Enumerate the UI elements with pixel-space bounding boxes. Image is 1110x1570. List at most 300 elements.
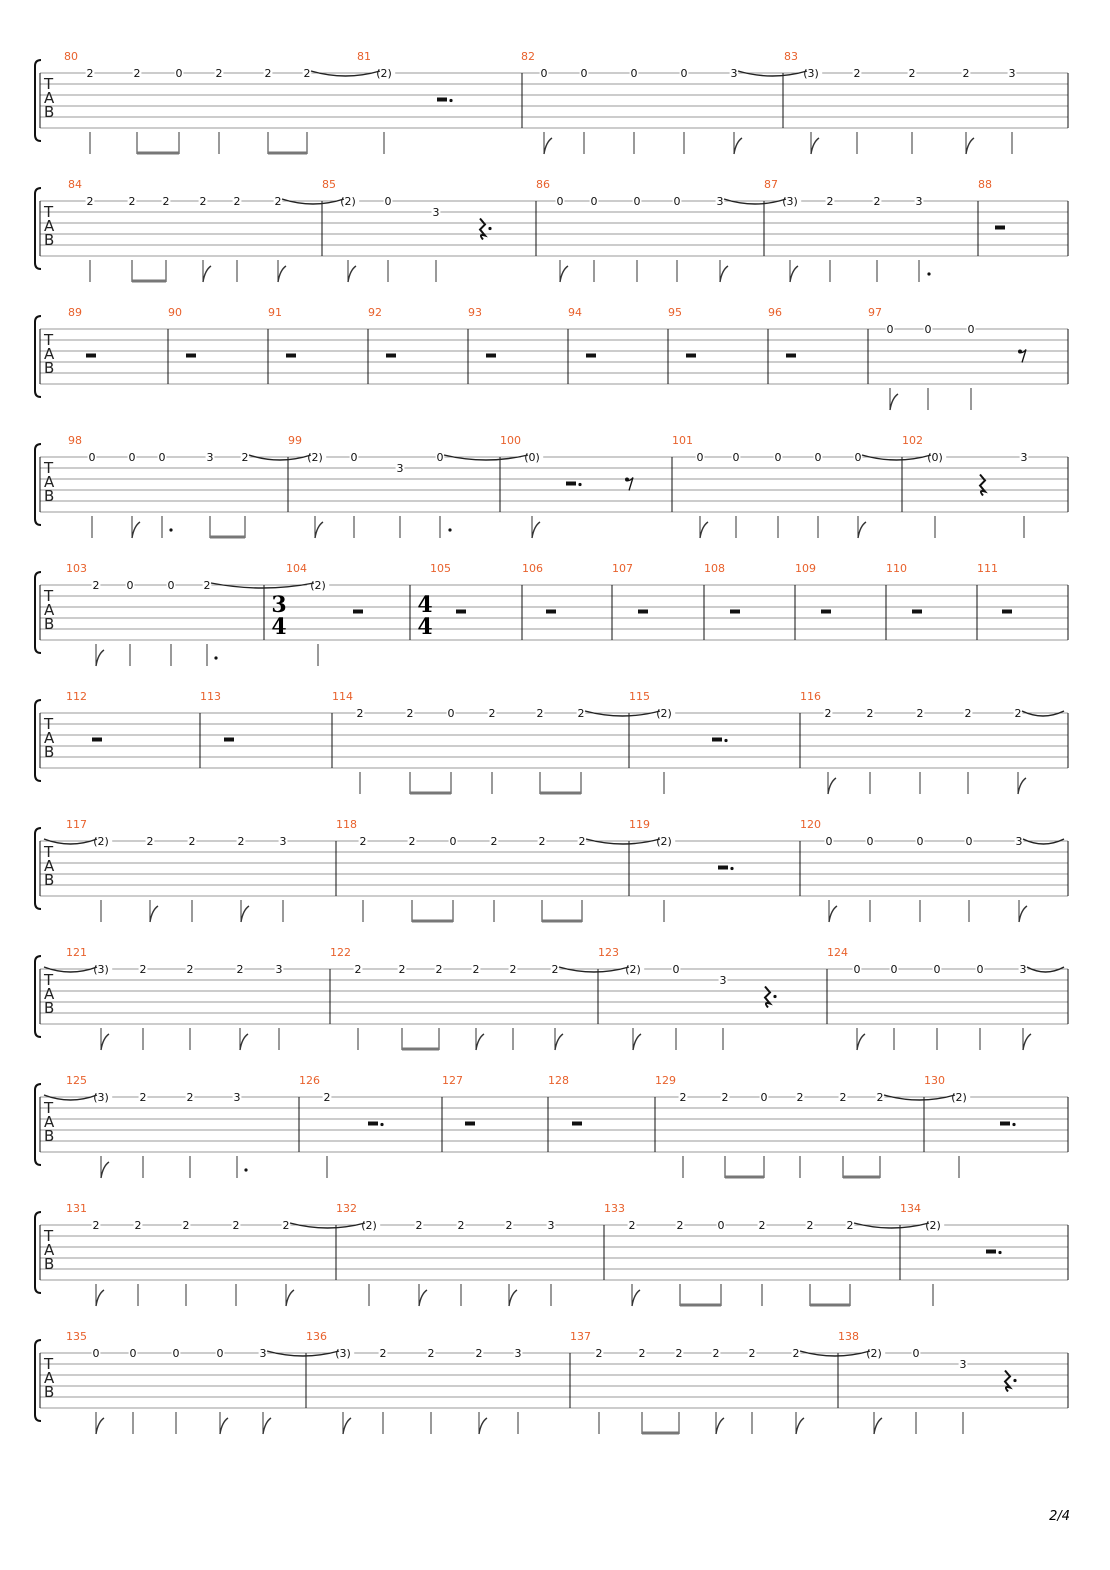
half-rest [368, 1122, 378, 1126]
half-rest [712, 738, 722, 742]
fret-number: 0 [672, 963, 680, 976]
fret-number: 0 [933, 963, 941, 976]
fret-number: 0 [696, 451, 704, 464]
note-flag [96, 1290, 104, 1306]
tab-clef-letter: A [44, 857, 55, 875]
half-rest [566, 482, 576, 486]
fret-number: 3 [1008, 67, 1016, 80]
fret-number: 2 [86, 67, 94, 80]
quarter-rest [1005, 1371, 1010, 1392]
half-rest [1000, 1122, 1010, 1126]
note-flag [263, 1418, 271, 1434]
tab-clef-letter: A [44, 1113, 55, 1131]
fret-number: 0 [128, 451, 136, 464]
half-rest [86, 354, 96, 358]
tab-clef-letter: A [44, 729, 55, 747]
measure-number: 124 [827, 946, 848, 959]
quarter-rest [980, 475, 985, 496]
fret-number: 2 [628, 1219, 636, 1232]
tab-clef-letter: A [44, 89, 55, 107]
tab-clef-letter: A [44, 473, 55, 491]
tab-clef-letter: B [44, 1255, 55, 1273]
fret-number: 3 [1019, 963, 1027, 976]
fret-number: (0) [524, 451, 540, 464]
fret-number: 2 [359, 835, 367, 848]
fret-number: (2) [93, 835, 109, 848]
note-flag [348, 266, 356, 282]
tab-clef-letter: A [44, 217, 55, 235]
half-rest [456, 610, 466, 614]
note-flag [203, 266, 211, 282]
tab-clef-letter: T [44, 1099, 54, 1117]
note-flag [315, 522, 323, 538]
rest-dot [773, 995, 776, 998]
measure-number: 116 [800, 690, 821, 703]
fret-number: 2 [146, 835, 154, 848]
fret-number: 3 [547, 1219, 555, 1232]
fret-number: 2 [873, 195, 881, 208]
measure-number: 107 [612, 562, 633, 575]
fret-number: 2 [354, 963, 362, 976]
measure-number: 128 [548, 1074, 569, 1087]
measure-number: 119 [629, 818, 650, 831]
measure-number: 130 [924, 1074, 945, 1087]
note-flag [700, 522, 708, 538]
fret-number: 0 [760, 1091, 768, 1104]
fret-number: 0 [825, 835, 833, 848]
fret-number: 0 [967, 323, 975, 336]
fret-number: 2 [839, 1091, 847, 1104]
fret-number: 2 [595, 1347, 603, 1360]
note-flag [509, 1290, 517, 1306]
half-rest [437, 98, 447, 102]
fret-number: 2 [203, 579, 211, 592]
measure-number: 95 [668, 306, 682, 319]
fret-number: 2 [578, 835, 586, 848]
half-rest [186, 354, 196, 358]
fret-number: 0 [717, 1219, 725, 1232]
measure-number: 108 [704, 562, 725, 575]
fret-number: 2 [488, 707, 496, 720]
fret-number: 2 [536, 707, 544, 720]
fret-number: 2 [282, 1219, 290, 1232]
rhythm-dot [214, 656, 217, 659]
fret-number: 3 [279, 835, 287, 848]
tab-clef-letter: A [44, 1369, 55, 1387]
fret-number: (2) [951, 1091, 967, 1104]
fret-number: 0 [175, 67, 183, 80]
fret-number: 0 [680, 67, 688, 80]
measure-number: 112 [66, 690, 87, 703]
fret-number: 2 [323, 1091, 331, 1104]
fret-number: (2) [656, 835, 672, 848]
fret-number: 3 [206, 451, 214, 464]
fret-number: 2 [792, 1347, 800, 1360]
rest-dot [380, 1123, 383, 1126]
half-rest [718, 866, 728, 870]
measure-number: 103 [66, 562, 87, 575]
fret-number: 0 [886, 323, 894, 336]
fret-number: 3 [959, 1358, 967, 1371]
fret-number: 3 [432, 206, 440, 219]
note-flag [828, 778, 836, 794]
fret-number: 0 [88, 451, 96, 464]
fret-number: (3) [93, 1091, 109, 1104]
fret-number: (3) [782, 195, 798, 208]
measure-number: 138 [838, 1330, 859, 1343]
rhythm-dot [448, 528, 451, 531]
half-rest [286, 354, 296, 358]
note-flag [544, 138, 552, 154]
tab-clef-letter: T [44, 1227, 54, 1245]
measure-number: 106 [522, 562, 543, 575]
fret-number: 2 [233, 195, 241, 208]
note-flag [476, 1034, 484, 1050]
measure-number: 129 [655, 1074, 676, 1087]
tab-clef-letter: B [44, 487, 55, 505]
fret-number: 2 [457, 1219, 465, 1232]
half-rest [546, 610, 556, 614]
note-flag [716, 1418, 724, 1434]
fret-number: 2 [188, 835, 196, 848]
note-flag [720, 266, 728, 282]
tab-clef-letter: B [44, 359, 55, 377]
tab-clef-letter: B [44, 743, 55, 761]
measure-number: 97 [868, 306, 882, 319]
tab-clef-letter: A [44, 345, 55, 363]
note-flag [96, 650, 104, 666]
fret-number: 2 [675, 1347, 683, 1360]
half-rest [386, 354, 396, 358]
fret-number: (2) [866, 1347, 882, 1360]
fret-number: 2 [916, 707, 924, 720]
fret-number: 2 [577, 707, 585, 720]
measure-number: 120 [800, 818, 821, 831]
fret-number: 0 [556, 195, 564, 208]
tab-clef-letter: T [44, 587, 54, 605]
rest-dot [578, 483, 581, 486]
measure-number: 136 [306, 1330, 327, 1343]
tab-clef-letter: T [44, 843, 54, 861]
fret-number: (2) [361, 1219, 377, 1232]
fret-number: 2 [551, 963, 559, 976]
time-signature-denominator: 4 [271, 614, 287, 640]
note-flag [479, 1418, 487, 1434]
rest-dot [449, 99, 452, 102]
tab-clef-letter: B [44, 871, 55, 889]
fret-number: 3 [716, 195, 724, 208]
fret-number: 3 [915, 195, 923, 208]
measure-number: 84 [68, 178, 82, 191]
rhythm-dot [244, 1168, 247, 1171]
fret-number: 2 [398, 963, 406, 976]
fret-number: 2 [748, 1347, 756, 1360]
fret-number: 2 [435, 963, 443, 976]
fret-number: 0 [890, 963, 898, 976]
fret-number: 3 [233, 1091, 241, 1104]
fret-number: 2 [490, 835, 498, 848]
fret-number: 2 [806, 1219, 814, 1232]
fret-number: 3 [730, 67, 738, 80]
fret-number: 3 [1015, 835, 1023, 848]
note-flag [874, 1418, 882, 1434]
fret-number: 2 [826, 195, 834, 208]
measure-number: 133 [604, 1202, 625, 1215]
fret-number: 2 [824, 707, 832, 720]
fret-number: 0 [633, 195, 641, 208]
fret-number: 0 [447, 707, 455, 720]
fret-number: 2 [1014, 707, 1022, 720]
measure-number: 82 [521, 50, 535, 63]
fret-number: 2 [676, 1219, 684, 1232]
time-signature-numerator: 3 [271, 592, 287, 618]
note-flag [132, 522, 140, 538]
fret-number: (2) [307, 451, 323, 464]
page-number: 2/4 [1049, 1509, 1070, 1524]
fret-number: 2 [846, 1219, 854, 1232]
fret-number: 3 [719, 974, 727, 987]
measure-number: 109 [795, 562, 816, 575]
fret-number: 2 [356, 707, 364, 720]
fret-number: 2 [186, 963, 194, 976]
half-rest [686, 354, 696, 358]
fret-number: 2 [712, 1347, 720, 1360]
fret-number: 2 [962, 67, 970, 80]
fret-number: 0 [167, 579, 175, 592]
fret-number: 0 [384, 195, 392, 208]
fret-number: 0 [540, 67, 548, 80]
measure-number: 105 [430, 562, 451, 575]
measure-number: 135 [66, 1330, 87, 1343]
tab-clef-letter: T [44, 715, 54, 733]
measure-number: 137 [570, 1330, 591, 1343]
note-flag [555, 1034, 563, 1050]
tab-clef-letter: T [44, 203, 54, 221]
fret-number: 0 [866, 835, 874, 848]
fret-number: 0 [590, 195, 598, 208]
tab-clef-letter: A [44, 601, 55, 619]
fret-number: 2 [679, 1091, 687, 1104]
measure-number: 118 [336, 818, 357, 831]
rhythm-dot [169, 528, 172, 531]
fret-number: 0 [92, 1347, 100, 1360]
fret-number: 2 [128, 195, 136, 208]
half-rest [92, 738, 102, 742]
measure-number: 92 [368, 306, 382, 319]
measure-number: 114 [332, 690, 353, 703]
measure-number: 131 [66, 1202, 87, 1215]
fret-number: 0 [350, 451, 358, 464]
fret-number: 2 [964, 707, 972, 720]
half-rest [486, 354, 496, 358]
tab-clef-letter: B [44, 103, 55, 121]
note-flag [286, 1290, 294, 1306]
fret-number: (2) [376, 67, 392, 80]
fret-number: 2 [415, 1219, 423, 1232]
note-flag [278, 266, 286, 282]
measure-number: 100 [500, 434, 521, 447]
measure-number: 96 [768, 306, 782, 319]
note-flag [1019, 906, 1027, 922]
fret-number: (3) [803, 67, 819, 80]
measure-number: 113 [200, 690, 221, 703]
fret-number: 2 [92, 1219, 100, 1232]
note-flag [96, 1418, 104, 1434]
fret-number: (2) [625, 963, 641, 976]
measure-number: 127 [442, 1074, 463, 1087]
half-rest [638, 610, 648, 614]
fret-number: 0 [449, 835, 457, 848]
note-flag [560, 266, 568, 282]
fret-number: 2 [236, 963, 244, 976]
measure-number: 94 [568, 306, 582, 319]
fret-number: 0 [912, 1347, 920, 1360]
measure-number: 99 [288, 434, 302, 447]
fret-number: 2 [274, 195, 282, 208]
fret-number: 2 [134, 1219, 142, 1232]
note-flag [633, 1034, 641, 1050]
fret-number: 0 [216, 1347, 224, 1360]
fret-number: 0 [172, 1347, 180, 1360]
note-flag [858, 522, 866, 538]
fret-number: 3 [514, 1347, 522, 1360]
tab-clef-letter: A [44, 985, 55, 1003]
half-rest [1002, 610, 1012, 614]
measure-number: 110 [886, 562, 907, 575]
tab-clef-letter: A [44, 1241, 55, 1259]
note-flag [419, 1290, 427, 1306]
fret-number: (2) [925, 1219, 941, 1232]
note-flag [811, 138, 819, 154]
half-rest [465, 1122, 475, 1126]
note-flag [1018, 778, 1026, 794]
measure-number: 81 [357, 50, 371, 63]
tab-clef-letter: T [44, 331, 54, 349]
fret-number: 2 [638, 1347, 646, 1360]
measure-number: 104 [286, 562, 307, 575]
fret-number: 2 [303, 67, 311, 80]
measure-number: 126 [299, 1074, 320, 1087]
fret-number: 2 [264, 67, 272, 80]
rest-dot [724, 739, 727, 742]
fret-number: 0 [580, 67, 588, 80]
measure-number: 101 [672, 434, 693, 447]
measure-number: 125 [66, 1074, 87, 1087]
half-rest [786, 354, 796, 358]
fret-number: 2 [853, 67, 861, 80]
note-flag [890, 394, 898, 410]
measure-number: 115 [629, 690, 650, 703]
fret-number: 0 [853, 963, 861, 976]
measure-number: 86 [536, 178, 550, 191]
note-flag [632, 1290, 640, 1306]
note-flag [966, 138, 974, 154]
fret-number: 2 [427, 1347, 435, 1360]
half-rest [730, 610, 740, 614]
fret-number: 2 [538, 835, 546, 848]
rest-dot [730, 867, 733, 870]
fret-number: 2 [199, 195, 207, 208]
fret-number: 2 [408, 835, 416, 848]
half-rest [986, 1250, 996, 1254]
fret-number: 2 [186, 1091, 194, 1104]
half-rest [224, 738, 234, 742]
fret-number: 2 [232, 1219, 240, 1232]
fret-number: (3) [335, 1347, 351, 1360]
note-flag [734, 138, 742, 154]
fret-number: 0 [965, 835, 973, 848]
note-flag [101, 1162, 109, 1178]
rhythm-dot [927, 272, 930, 275]
note-flag [240, 1034, 248, 1050]
fret-number: 3 [275, 963, 283, 976]
fret-number: 2 [182, 1219, 190, 1232]
half-rest [995, 226, 1005, 230]
rest-dot [998, 1251, 1001, 1254]
measure-number: 132 [336, 1202, 357, 1215]
fret-number: 0 [774, 451, 782, 464]
fret-number: (3) [93, 963, 109, 976]
note-flag [790, 266, 798, 282]
measure-number: 111 [977, 562, 998, 575]
measure-number: 83 [784, 50, 798, 63]
measure-number: 91 [268, 306, 282, 319]
note-flag [1023, 1034, 1031, 1050]
fret-number: 2 [866, 707, 874, 720]
fret-number: 2 [406, 707, 414, 720]
measure-number: 90 [168, 306, 182, 319]
measure-number: 121 [66, 946, 87, 959]
measure-number: 134 [900, 1202, 921, 1215]
fret-number: 2 [472, 963, 480, 976]
tab-clef-letter: T [44, 1355, 54, 1373]
fret-number: 2 [505, 1219, 513, 1232]
fret-number: 3 [1020, 451, 1028, 464]
fret-number: 2 [215, 67, 223, 80]
tab-clef-letter: B [44, 615, 55, 633]
rest-dot [1013, 1379, 1016, 1382]
note-flag [829, 906, 837, 922]
fret-number: 0 [976, 963, 984, 976]
fret-number: 2 [241, 451, 249, 464]
tab-clef-letter: B [44, 231, 55, 249]
fret-number: 0 [916, 835, 924, 848]
half-rest [572, 1122, 582, 1126]
note-flag [532, 522, 540, 538]
measure-number: 93 [468, 306, 482, 319]
rest-dot [488, 227, 491, 230]
fret-number: 0 [630, 67, 638, 80]
fret-number: 2 [86, 195, 94, 208]
fret-number: 0 [158, 451, 166, 464]
note-flag [150, 906, 158, 922]
note-flag [343, 1418, 351, 1434]
note-flag [220, 1418, 228, 1434]
tab-clef-letter: T [44, 75, 54, 93]
fret-number: 0 [732, 451, 740, 464]
measure-number: 98 [68, 434, 82, 447]
note-flag [796, 1418, 804, 1434]
time-signature-denominator: 4 [417, 614, 433, 640]
fret-number: (0) [927, 451, 943, 464]
fret-number: 2 [908, 67, 916, 80]
fret-number: 2 [509, 963, 517, 976]
half-rest [586, 354, 596, 358]
tab-clef-letter: B [44, 1127, 55, 1145]
rest-dot [1012, 1123, 1015, 1126]
fret-number: 0 [129, 1347, 137, 1360]
fret-number: 2 [139, 1091, 147, 1104]
